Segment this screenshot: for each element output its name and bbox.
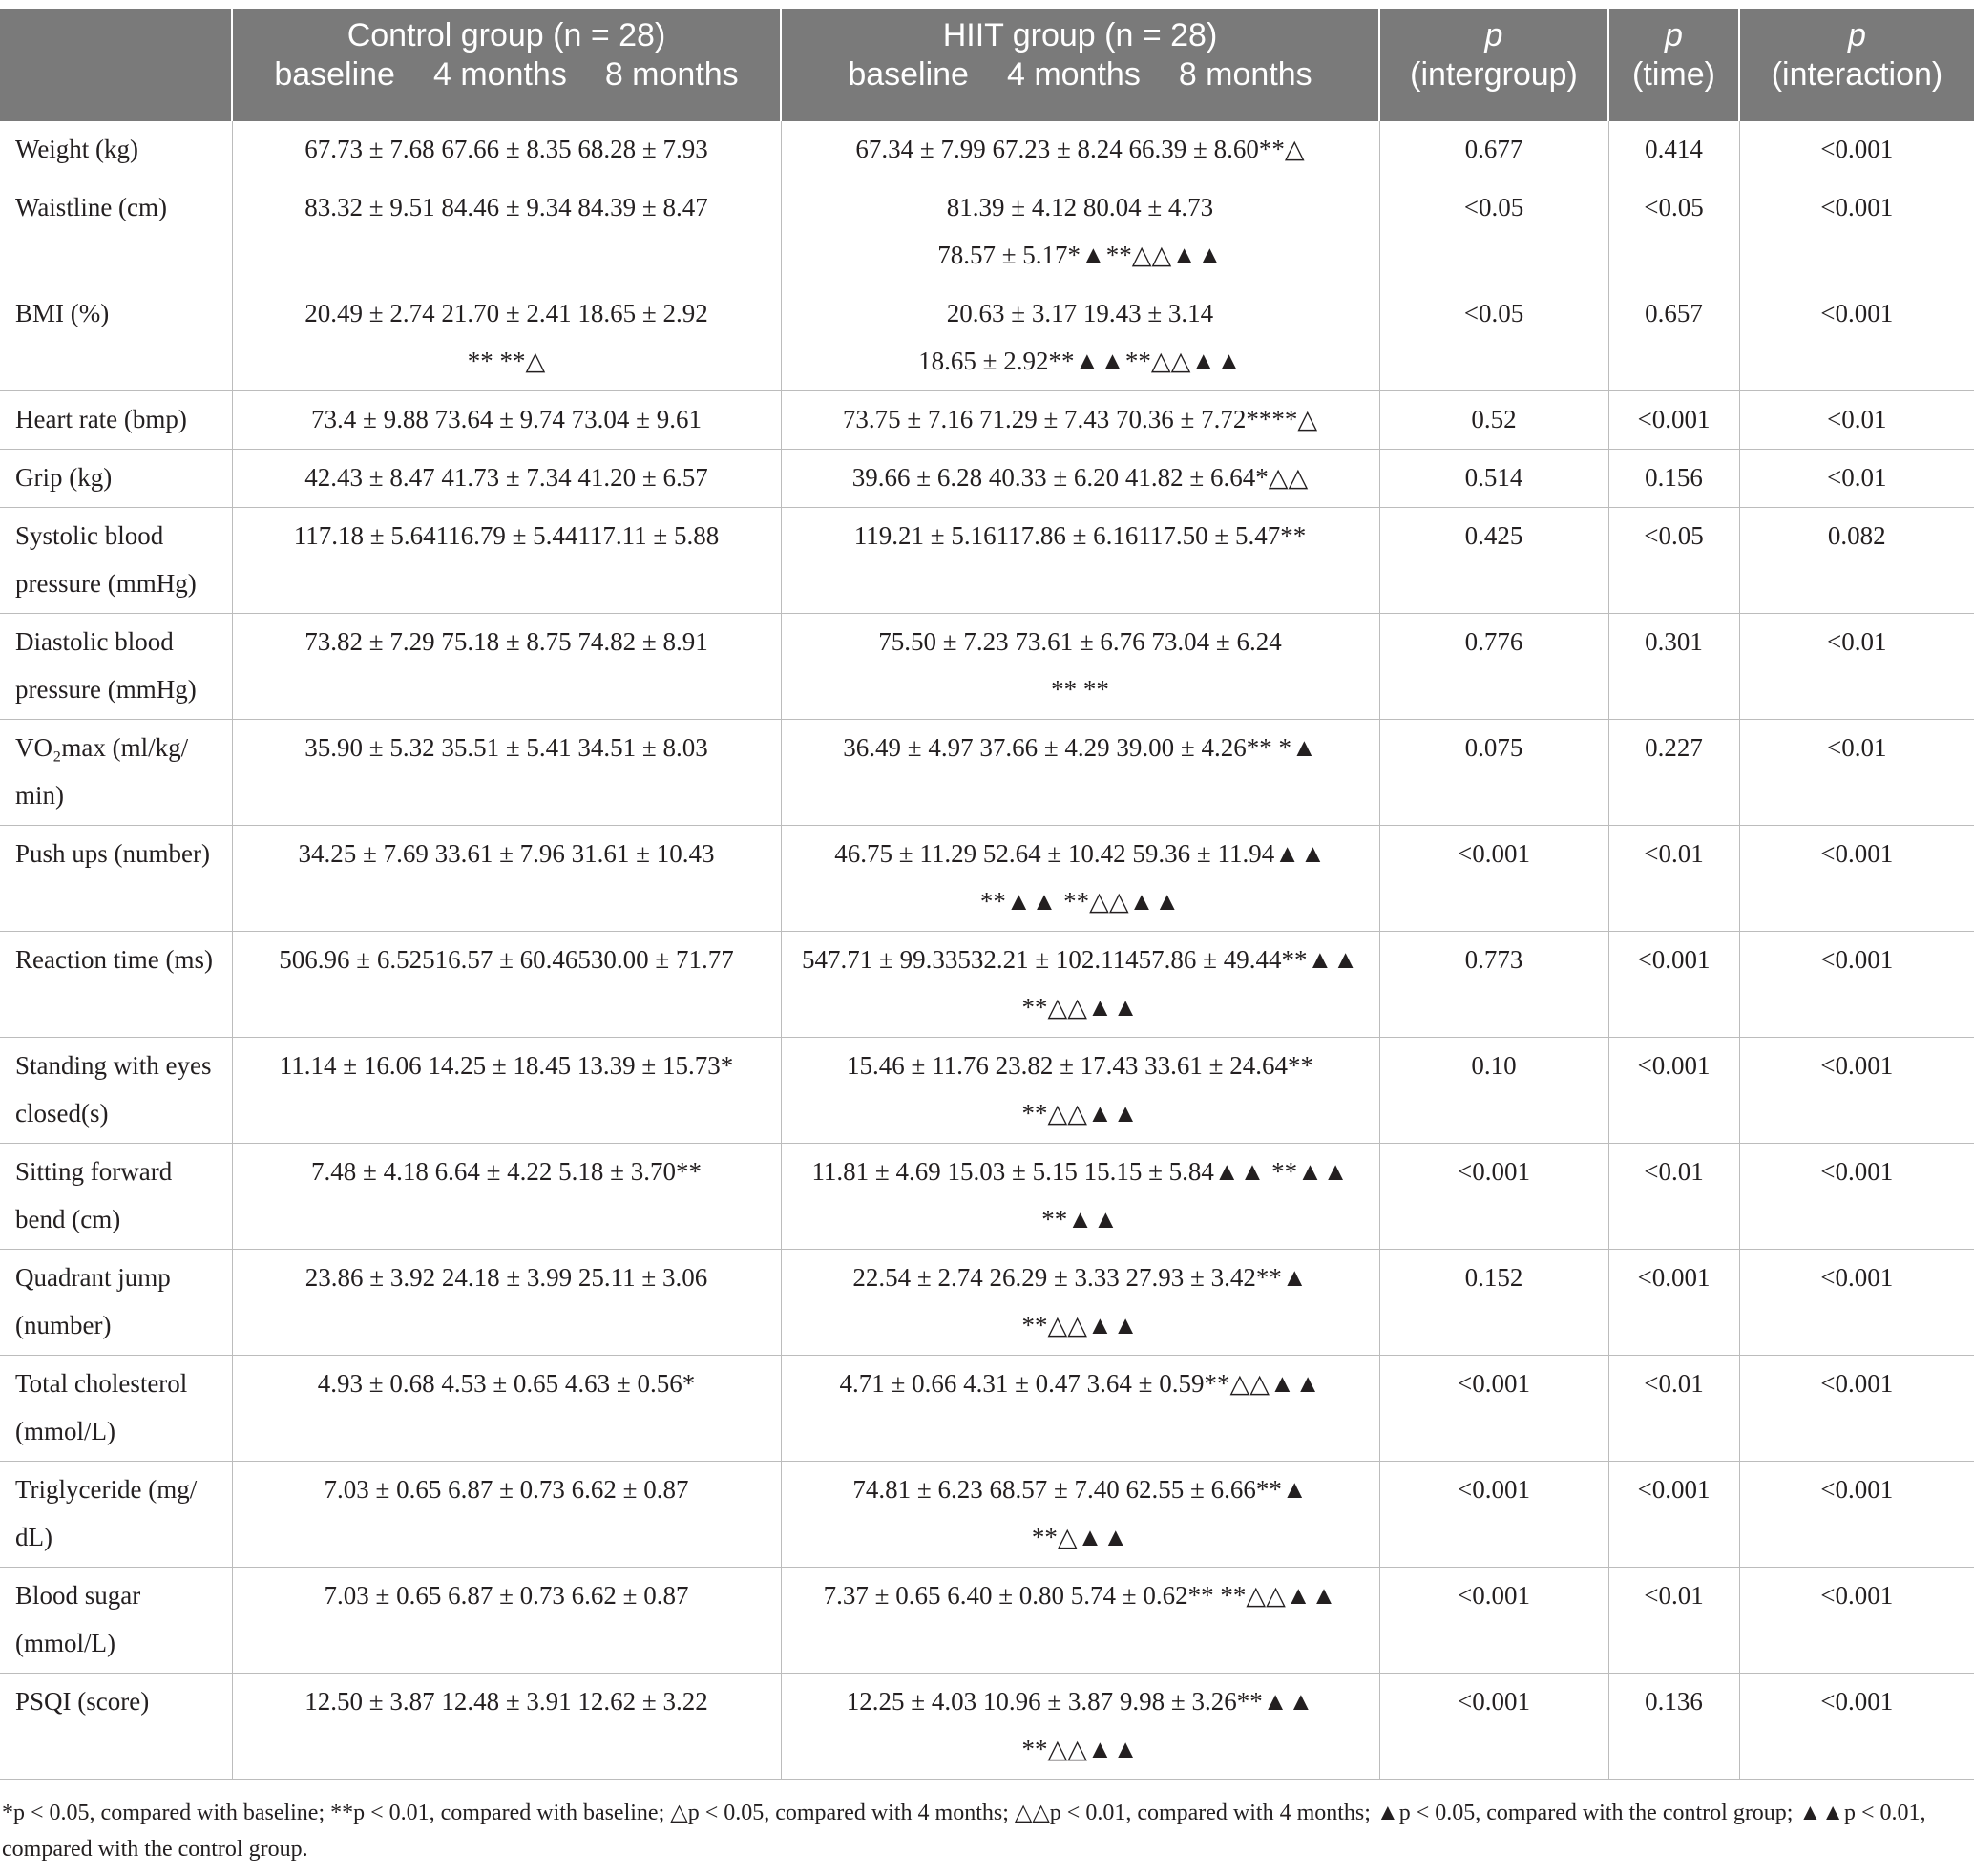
header-p-symbol: p bbox=[1848, 17, 1866, 53]
p-time-cell: 0.136 bbox=[1608, 1674, 1739, 1780]
p-time-cell: <0.001 bbox=[1608, 1462, 1739, 1568]
control-values-line: 117.18 ± 5.64116.79 ± 5.44117.11 ± 5.88 bbox=[293, 521, 720, 550]
hiit-values-cell bbox=[781, 179, 1379, 285]
control-values-cell bbox=[232, 285, 781, 391]
table-row bbox=[0, 1462, 1974, 1568]
p-time-cell: <0.05 bbox=[1608, 179, 1739, 285]
p-interaction-cell: <0.001 bbox=[1739, 1674, 1974, 1780]
table-row bbox=[0, 1356, 1974, 1462]
metric-label: Triglyceride (mg/ dL) bbox=[15, 1475, 198, 1551]
hiit-values-line: 39.66 ± 6.28 40.33 ± 6.20 41.82 ± 6.64*△△ bbox=[851, 463, 1309, 492]
table-row bbox=[0, 720, 1974, 826]
metric-label: Grip (kg) bbox=[15, 463, 113, 492]
table-row bbox=[0, 285, 1974, 391]
hiit-values-line: **△△▲▲ bbox=[1021, 1099, 1139, 1128]
p-time-cell: <0.001 bbox=[1608, 932, 1739, 1038]
control-values-line: 7.03 ± 0.65 6.87 ± 0.73 6.62 ± 0.87 bbox=[324, 1475, 689, 1504]
control-values-cell bbox=[232, 720, 781, 826]
control-values-cell bbox=[232, 1038, 781, 1144]
metric-cell bbox=[0, 614, 232, 720]
control-values-line: 73.82 ± 7.29 75.18 ± 8.75 74.82 ± 8.91 bbox=[304, 627, 708, 656]
metric-cell bbox=[0, 1038, 232, 1144]
hiit-values-line: **△△▲▲ bbox=[1021, 993, 1139, 1022]
table-row bbox=[0, 932, 1974, 1038]
metric-label: Blood sugar (mmol/L) bbox=[15, 1581, 141, 1657]
results-table bbox=[0, 9, 1974, 1780]
p-time-cell: 0.227 bbox=[1608, 720, 1739, 826]
control-values-cell bbox=[232, 450, 781, 508]
metric-label: Reaction time (ms) bbox=[15, 945, 213, 974]
p-time-cell: <0.001 bbox=[1608, 1250, 1739, 1356]
metric-label: Standing with eyes closed(s) bbox=[15, 1051, 212, 1128]
hiit-values-cell bbox=[781, 1144, 1379, 1250]
metric-label: Heart rate (bmp) bbox=[15, 405, 187, 433]
header-p-interaction-label: (interaction) bbox=[1771, 56, 1943, 93]
table-row bbox=[0, 1038, 1974, 1144]
p-interaction-cell: <0.001 bbox=[1739, 121, 1974, 179]
control-group-title: Control group (n = 28) bbox=[346, 17, 666, 53]
p-time-cell: 0.657 bbox=[1608, 285, 1739, 391]
metric-label: Systolic blood pressure (mmHg) bbox=[15, 521, 197, 598]
p-interaction-cell: <0.01 bbox=[1739, 614, 1974, 720]
p-intergroup-cell: 0.10 bbox=[1379, 1038, 1608, 1144]
control-values-line: 7.48 ± 4.18 6.64 ± 4.22 5.18 ± 3.70** bbox=[311, 1157, 702, 1186]
control-values-line: 12.50 ± 3.87 12.48 ± 3.91 12.62 ± 3.22 bbox=[304, 1687, 708, 1716]
table-row bbox=[0, 179, 1974, 285]
p-intergroup-cell: <0.05 bbox=[1379, 179, 1608, 285]
control-period-8-months: 8 months bbox=[604, 56, 739, 93]
control-values-line: ** **△ bbox=[467, 347, 546, 375]
control-values-line: 506.96 ± 6.52516.57 ± 60.46530.00 ± 71.77 bbox=[279, 945, 734, 974]
metric-label: BMI (%) bbox=[15, 299, 110, 327]
p-intergroup-cell: 0.425 bbox=[1379, 508, 1608, 614]
control-values-line: 23.86 ± 3.92 24.18 ± 3.99 25.11 ± 3.06 bbox=[304, 1263, 708, 1292]
hiit-values-cell bbox=[781, 391, 1379, 450]
table-row bbox=[0, 1568, 1974, 1674]
hiit-period-8-months: 8 months bbox=[1178, 56, 1312, 93]
control-values-cell bbox=[232, 614, 781, 720]
metric-label: Weight (kg) bbox=[15, 135, 139, 163]
p-intergroup-cell: 0.075 bbox=[1379, 720, 1608, 826]
hiit-values-cell bbox=[781, 121, 1379, 179]
p-intergroup-cell: 0.514 bbox=[1379, 450, 1608, 508]
hiit-values-cell bbox=[781, 285, 1379, 391]
control-values-cell bbox=[232, 508, 781, 614]
metric-label: Push ups (number) bbox=[15, 839, 210, 868]
metric-cell bbox=[0, 1356, 232, 1462]
hiit-values-line: 78.57 ± 5.17*▲**△△▲▲ bbox=[937, 241, 1223, 269]
control-values-cell bbox=[232, 179, 781, 285]
p-time-cell: <0.05 bbox=[1608, 508, 1739, 614]
metric-cell bbox=[0, 932, 232, 1038]
hiit-values-line: 15.46 ± 11.76 23.82 ± 17.43 33.61 ± 24.64** bbox=[847, 1051, 1313, 1080]
metric-label: Waistline (cm) bbox=[15, 193, 168, 221]
p-interaction-cell: <0.001 bbox=[1739, 1038, 1974, 1144]
metric-label: Quadrant jump (number) bbox=[15, 1263, 171, 1339]
hiit-group-title: HIIT group (n = 28) bbox=[942, 17, 1218, 53]
table-row bbox=[0, 391, 1974, 450]
control-values-cell bbox=[232, 1568, 781, 1674]
metric-cell bbox=[0, 121, 232, 179]
header-p-interaction bbox=[1739, 9, 1974, 121]
p-interaction-cell: <0.001 bbox=[1739, 179, 1974, 285]
table-footnote: *p < 0.05, compared with baseline; **p < 0.01, compared with baseline; △p < 0.05, compared with 4 months; △△p < 0.01, compared with 4 months; ▲p < 0.05, compared with the control group; ▲▲p < 0.01, compared with the control group. bbox=[2, 1801, 1926, 1862]
p-intergroup-cell: 0.773 bbox=[1379, 932, 1608, 1038]
control-values-line: 20.49 ± 2.74 21.70 ± 2.41 18.65 ± 2.92 bbox=[304, 299, 708, 327]
hiit-values-line: 119.21 ± 5.16117.86 ± 6.16117.50 ± 5.47** bbox=[853, 521, 1307, 550]
control-values-cell bbox=[232, 1144, 781, 1250]
p-time-cell: <0.001 bbox=[1608, 1038, 1739, 1144]
p-interaction-cell: <0.001 bbox=[1739, 1568, 1974, 1674]
metric-cell bbox=[0, 826, 232, 932]
table-row bbox=[0, 1144, 1974, 1250]
p-interaction-cell: <0.001 bbox=[1739, 1250, 1974, 1356]
metric-cell bbox=[0, 508, 232, 614]
p-interaction-cell: <0.001 bbox=[1739, 285, 1974, 391]
control-period-baseline: baseline bbox=[274, 56, 395, 93]
hiit-values-cell bbox=[781, 1250, 1379, 1356]
hiit-values-line: 81.39 ± 4.12 80.04 ± 4.73 bbox=[946, 193, 1214, 221]
hiit-values-cell bbox=[781, 1462, 1379, 1568]
control-values-line: 42.43 ± 8.47 41.73 ± 7.34 41.20 ± 6.57 bbox=[304, 463, 708, 492]
control-values-line: 83.32 ± 9.51 84.46 ± 9.34 84.39 ± 8.47 bbox=[304, 193, 708, 221]
control-values-line: 34.25 ± 7.69 33.61 ± 7.96 31.61 ± 10.43 bbox=[298, 839, 715, 868]
control-values-cell bbox=[232, 391, 781, 450]
p-time-cell: <0.01 bbox=[1608, 1144, 1739, 1250]
hiit-values-line: 11.81 ± 4.69 15.03 ± 5.15 15.15 ± 5.84▲▲ **▲▲ bbox=[811, 1157, 1349, 1186]
p-intergroup-cell: <0.001 bbox=[1379, 1674, 1608, 1780]
hiit-values-cell bbox=[781, 932, 1379, 1038]
hiit-values-line: **△△▲▲ bbox=[1021, 1735, 1139, 1763]
control-period-4-months: 4 months bbox=[432, 56, 567, 93]
metric-cell bbox=[0, 1674, 232, 1780]
metric-cell bbox=[0, 285, 232, 391]
hiit-values-line: 46.75 ± 11.29 52.64 ± 10.42 59.36 ± 11.94▲▲ bbox=[834, 839, 1326, 868]
hiit-values-cell bbox=[781, 1568, 1379, 1674]
metric-cell bbox=[0, 179, 232, 285]
hiit-values-line: ** ** bbox=[1051, 675, 1109, 704]
metric-label: Total cholesterol (mmol/L) bbox=[15, 1369, 188, 1445]
hiit-values-line: 36.49 ± 4.97 37.66 ± 4.29 39.00 ± 4.26** *▲ bbox=[843, 733, 1317, 762]
p-interaction-cell: <0.01 bbox=[1739, 450, 1974, 508]
p-time-cell: <0.01 bbox=[1608, 1568, 1739, 1674]
hiit-values-cell bbox=[781, 1674, 1379, 1780]
metric-cell bbox=[0, 391, 232, 450]
control-values-cell bbox=[232, 1462, 781, 1568]
hiit-values-line: 4.71 ± 0.66 4.31 ± 0.47 3.64 ± 0.59**△△▲▲ bbox=[839, 1369, 1321, 1398]
header-control-group bbox=[232, 9, 781, 121]
p-time-cell: 0.301 bbox=[1608, 614, 1739, 720]
p-interaction-cell: <0.01 bbox=[1739, 720, 1974, 826]
metric-cell bbox=[0, 1144, 232, 1250]
table-row bbox=[0, 826, 1974, 932]
metric-cell bbox=[0, 720, 232, 826]
table-header bbox=[0, 9, 1974, 121]
control-values-cell bbox=[232, 121, 781, 179]
p-interaction-cell: <0.001 bbox=[1739, 1462, 1974, 1568]
header-p-intergroup-label: (intergroup) bbox=[1410, 56, 1578, 93]
header-hiit-group bbox=[781, 9, 1379, 121]
header-p-symbol: p bbox=[1665, 17, 1683, 53]
control-values-cell bbox=[232, 826, 781, 932]
table-row bbox=[0, 1250, 1974, 1356]
header-p-intergroup bbox=[1379, 9, 1608, 121]
p-intergroup-cell: <0.001 bbox=[1379, 826, 1608, 932]
hiit-period-4-months: 4 months bbox=[1006, 56, 1141, 93]
table-row bbox=[0, 450, 1974, 508]
p-interaction-cell: 0.082 bbox=[1739, 508, 1974, 614]
table-row bbox=[0, 614, 1974, 720]
metric-label: PSQI (score) bbox=[15, 1687, 150, 1716]
table-row bbox=[0, 508, 1974, 614]
metric-cell bbox=[0, 1462, 232, 1568]
control-values-line: 73.4 ± 9.88 73.64 ± 9.74 73.04 ± 9.61 bbox=[311, 405, 702, 433]
p-intergroup-cell: <0.001 bbox=[1379, 1356, 1608, 1462]
control-values-line: 7.03 ± 0.65 6.87 ± 0.73 6.62 ± 0.87 bbox=[324, 1581, 689, 1610]
p-intergroup-cell: <0.001 bbox=[1379, 1462, 1608, 1568]
table-row bbox=[0, 121, 1974, 179]
p-interaction-cell: <0.001 bbox=[1739, 826, 1974, 932]
table-body bbox=[0, 121, 1974, 1780]
hiit-values-line: 20.63 ± 3.17 19.43 ± 3.14 bbox=[946, 299, 1214, 327]
p-interaction-cell: <0.001 bbox=[1739, 932, 1974, 1038]
p-time-cell: <0.001 bbox=[1608, 391, 1739, 450]
control-values-cell bbox=[232, 1674, 781, 1780]
hiit-values-line: **▲▲ **△△▲▲ bbox=[979, 887, 1181, 916]
hiit-values-line: 73.75 ± 7.16 71.29 ± 7.43 70.36 ± 7.72****△ bbox=[842, 405, 1318, 433]
p-interaction-cell: <0.01 bbox=[1739, 391, 1974, 450]
control-values-cell bbox=[232, 1356, 781, 1462]
hiit-values-line: 67.34 ± 7.99 67.23 ± 8.24 66.39 ± 8.60**△ bbox=[855, 135, 1305, 163]
metric-label: Sitting forward bend (cm) bbox=[15, 1157, 173, 1233]
hiit-values-line: **△▲▲ bbox=[1031, 1523, 1129, 1551]
hiit-values-cell bbox=[781, 1038, 1379, 1144]
hiit-values-line: 75.50 ± 7.23 73.61 ± 6.76 73.04 ± 6.24 bbox=[878, 627, 1282, 656]
table-row bbox=[0, 1674, 1974, 1780]
hiit-values-line: 7.37 ± 0.65 6.40 ± 0.80 5.74 ± 0.62** **△△▲▲ bbox=[823, 1581, 1337, 1610]
header-blank bbox=[0, 9, 232, 121]
p-interaction-cell: <0.001 bbox=[1739, 1356, 1974, 1462]
p-intergroup-cell: <0.05 bbox=[1379, 285, 1608, 391]
hiit-values-line: 74.81 ± 6.23 68.57 ± 7.40 62.55 ± 6.66**▲ bbox=[852, 1475, 1308, 1504]
p-time-cell: <0.01 bbox=[1608, 826, 1739, 932]
p-time-cell: <0.01 bbox=[1608, 1356, 1739, 1462]
p-intergroup-cell: 0.152 bbox=[1379, 1250, 1608, 1356]
control-values-cell bbox=[232, 1250, 781, 1356]
metric-label: Diastolic blood pressure (mmHg) bbox=[15, 627, 197, 704]
hiit-values-cell bbox=[781, 450, 1379, 508]
p-intergroup-cell: 0.677 bbox=[1379, 121, 1608, 179]
p-intergroup-cell: <0.001 bbox=[1379, 1144, 1608, 1250]
hiit-values-cell bbox=[781, 826, 1379, 932]
control-values-line: 35.90 ± 5.32 35.51 ± 5.41 34.51 ± 8.03 bbox=[304, 733, 708, 762]
hiit-period-baseline: baseline bbox=[848, 56, 969, 93]
p-intergroup-cell: <0.001 bbox=[1379, 1568, 1608, 1674]
hiit-values-cell bbox=[781, 614, 1379, 720]
metric-label: VO₂max (ml/kg/ min) bbox=[15, 733, 189, 810]
p-interaction-cell: <0.001 bbox=[1739, 1144, 1974, 1250]
header-p-time-label: (time) bbox=[1632, 56, 1715, 93]
hiit-values-line: **▲▲ bbox=[1041, 1205, 1119, 1233]
hiit-values-cell bbox=[781, 508, 1379, 614]
hiit-values-cell bbox=[781, 720, 1379, 826]
p-intergroup-cell: 0.52 bbox=[1379, 391, 1608, 450]
hiit-values-line: 547.71 ± 99.33532.21 ± 102.11457.86 ± 49.44**▲▲ bbox=[802, 945, 1358, 974]
p-time-cell: 0.156 bbox=[1608, 450, 1739, 508]
header-p-symbol: p bbox=[1484, 17, 1503, 53]
header-p-time bbox=[1608, 9, 1739, 121]
metric-cell bbox=[0, 450, 232, 508]
hiit-values-line: **△△▲▲ bbox=[1021, 1311, 1139, 1339]
hiit-values-line: 22.54 ± 2.74 26.29 ± 3.33 27.93 ± 3.42**▲ bbox=[852, 1263, 1308, 1292]
control-values-line: 67.73 ± 7.68 67.66 ± 8.35 68.28 ± 7.93 bbox=[304, 135, 708, 163]
p-time-cell: 0.414 bbox=[1608, 121, 1739, 179]
hiit-values-line: 12.25 ± 4.03 10.96 ± 3.87 9.98 ± 3.26**▲▲ bbox=[846, 1687, 1314, 1716]
hiit-values-line: 18.65 ± 2.92**▲▲**△△▲▲ bbox=[918, 347, 1242, 375]
metric-cell bbox=[0, 1250, 232, 1356]
control-values-line: 4.93 ± 0.68 4.53 ± 0.65 4.63 ± 0.56* bbox=[317, 1369, 696, 1398]
metric-cell bbox=[0, 1568, 232, 1674]
hiit-values-cell bbox=[781, 1356, 1379, 1462]
control-values-cell bbox=[232, 932, 781, 1038]
p-intergroup-cell: 0.776 bbox=[1379, 614, 1608, 720]
control-values-line: 11.14 ± 16.06 14.25 ± 18.45 13.39 ± 15.73* bbox=[279, 1051, 734, 1080]
